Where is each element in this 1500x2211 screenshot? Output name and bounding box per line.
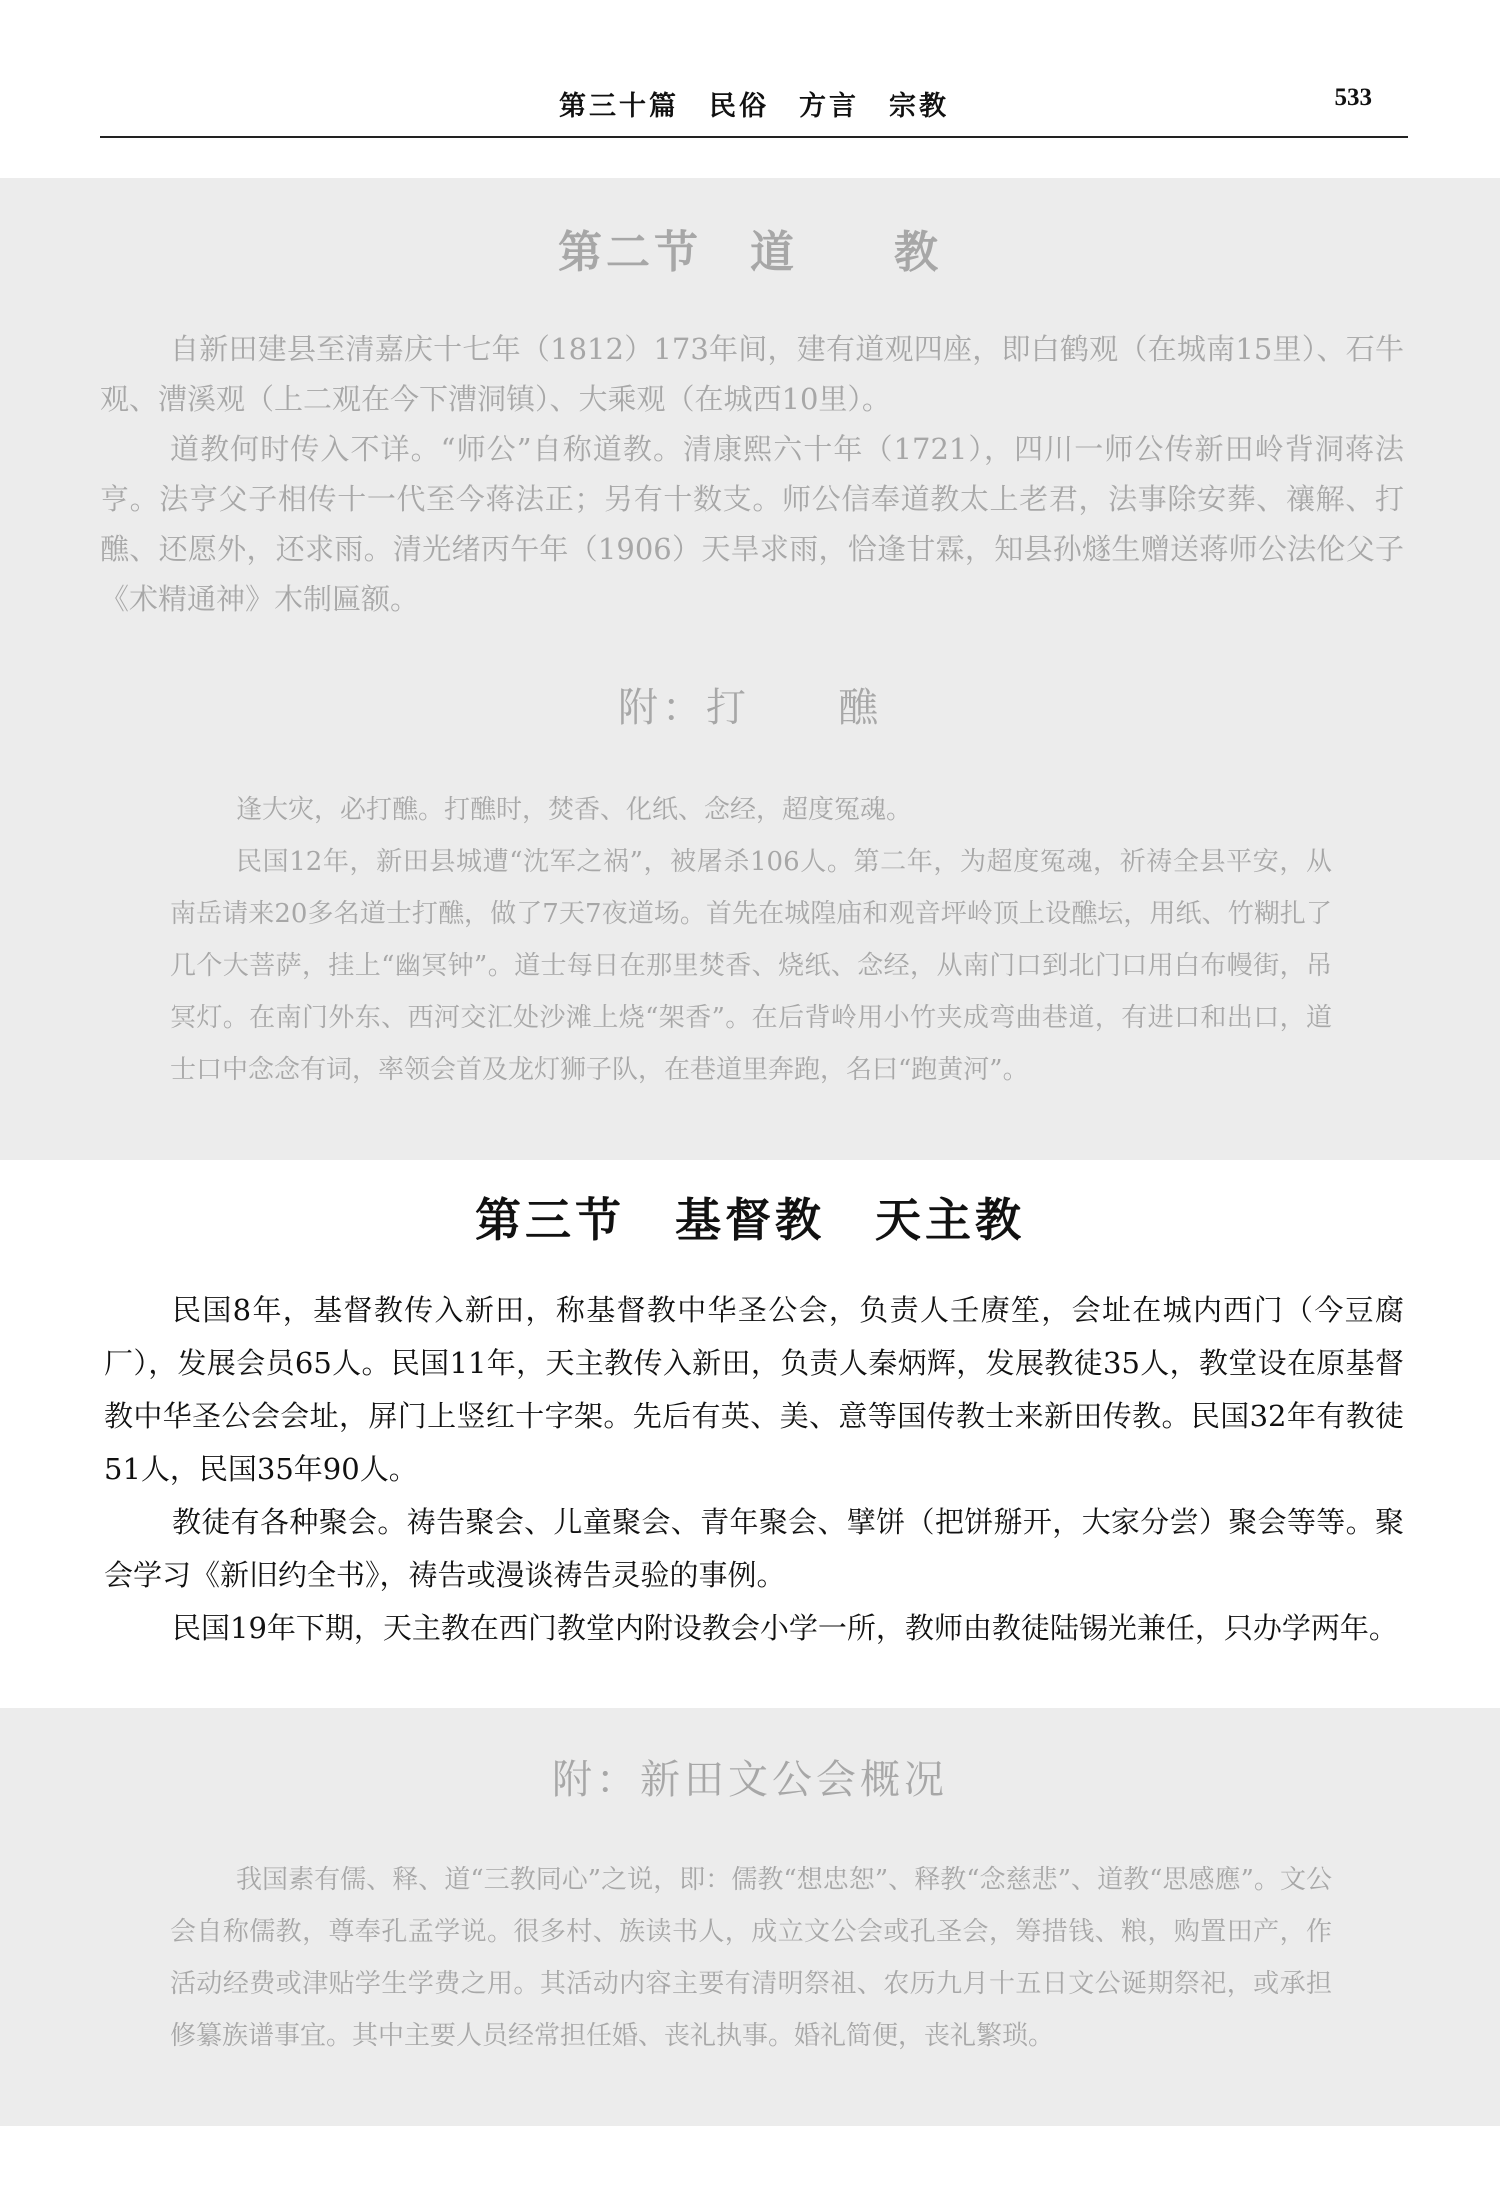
running-header-title: 第三十篇 民俗 方言 宗教 bbox=[559, 91, 949, 122]
christianity-paragraph-1: 民国8年，基督教传入新田，称基督教中华圣公会，负责人壬赓笙，会址在城内西门（今豆腐厂），发展会员65人。民国11年，天主教传入新田，负责人秦炳辉，发展教徒35人，教堂设在原基督教中华圣公会会址，屏门上竖红十字架。先后有英、美、意等国传教士来新田传教。民国32年有教徒51人，民国35年90人。 bbox=[104, 1293, 1404, 1486]
appendix-title-wengong: 附：新田文公会概况 bbox=[552, 1757, 948, 1803]
appendix-title-dajiao: 附：打 醮 bbox=[618, 685, 882, 731]
christianity-paragraph-2: 教徒有各种聚会。祷告聚会、儿童聚会、青年聚会、擘饼（把饼掰开，大家分尝）聚会等等。聚会学习《新旧约全书》，祷告或漫谈祷告灵验的事例。 bbox=[104, 1505, 1404, 1592]
section-taoism bbox=[0, 178, 1500, 1160]
dajiao-paragraph-1: 逢大灾，必打醮。打醮时，焚香、化纸、念经，超度冤魂。 bbox=[236, 795, 913, 825]
section-christianity bbox=[0, 1160, 1500, 1708]
section-title-taoism: 第二节 道 教 bbox=[558, 227, 942, 278]
wengong-paragraph-1: 我国素有儒、释、道“三教同心”之说，即：儒教“想忠恕”、释教“念慈悲”、道教“思感應”。文公会自称儒教，尊奉孔孟学说。很多村、族读书人，成立文公会或孔圣会，筹措钱、粮，购置田产，作活动经费或津贴学生学费之用。其活动内容主要有清明祭祖、农历九月十五日文公诞期祭祀，或承担修纂族谱事宜。其中主要人员经常担任婚、丧礼执事。婚礼简便，丧礼繁琐。 bbox=[170, 1865, 1332, 2051]
section-title-christianity: 第三节 基督教 天主教 bbox=[475, 1193, 1025, 1247]
page-number: 533 bbox=[1334, 84, 1372, 111]
header-rule bbox=[100, 136, 1408, 138]
dajiao-paragraph-2: 民国12年，新田县城遭“沈军之祸”，被屠杀106人。第二年，为超度冤魂，祈祷全县平安，从南岳请来20多名道士打醮，做了7天7夜道场。首先在城隍庙和观音坪岭顶上设醮坛，用纸、竹糊扎了几个大菩萨，挂上“幽冥钟”。道士每日在那里焚香、烧纸、念经，从南门口到北门口用白布幔街，吊冥灯。在南门外东、西河交汇处沙滩上烧“架香”。在后背岭用小竹夹成弯曲巷道，有进口和出口，道士口中念念有词，率领会首及龙灯狮子队，在巷道里奔跑，名曰“跑黄河”。 bbox=[170, 847, 1332, 1085]
page-header bbox=[100, 84, 1408, 134]
taoism-paragraph-1: 自新田建县至清嘉庆十七年（1812）173年间，建有道观四座，即白鹤观（在城南15里）、石牛观、漕溪观（上二观在今下漕洞镇）、大乘观（在城西10里）。 bbox=[100, 332, 1404, 416]
section-wengong bbox=[0, 1708, 1500, 2126]
christianity-paragraph-3: 民国19年下期，天主教在西门教堂内附设教会小学一所，教师由教徒陆锡光兼任，只办学两年。 bbox=[172, 1611, 1398, 1645]
taoism-paragraph-2: 道教何时传入不详。“师公”自称道教。清康熙六十年（1721），四川一师公传新田岭背洞蒋法亨。法亨父子相传十一代至今蒋法正；另有十数支。师公信奉道教太上老君，法事除安葬、禳解、打醮、还愿外，还求雨。清光绪丙午年（1906）天旱求雨，恰逢甘霖，知县孙燧生赠送蒋师公法伦父子《术精通神》木制匾额。 bbox=[100, 432, 1404, 616]
